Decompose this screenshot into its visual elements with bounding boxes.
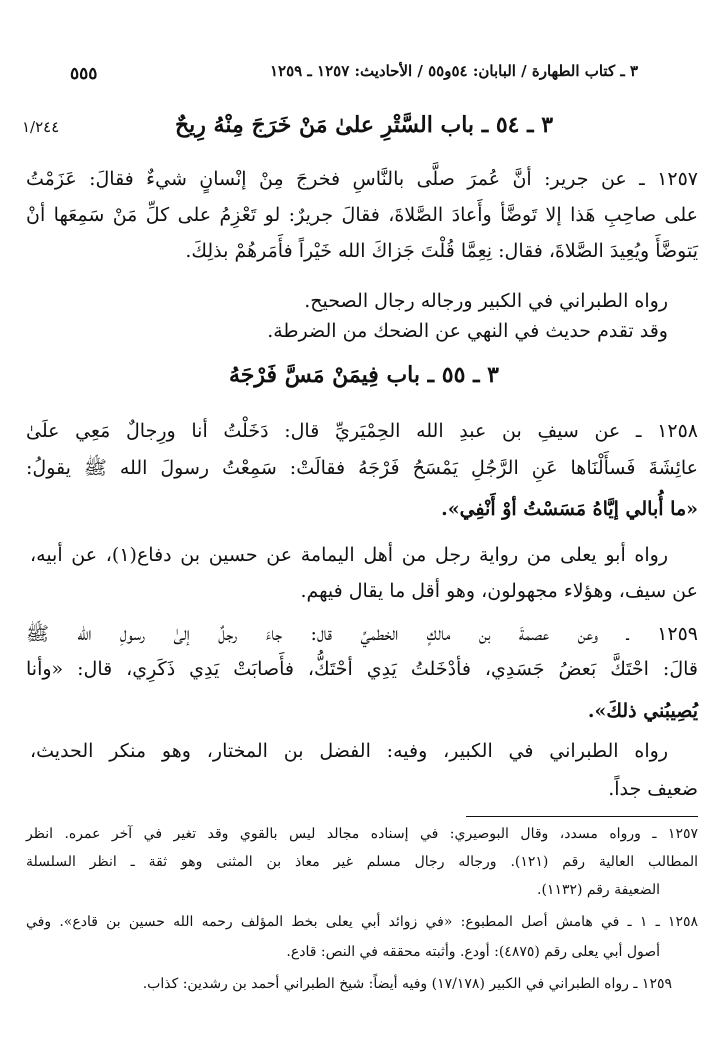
- hadith-1257-line-2: على صاحِبِ هَذا إلا تَوضَّأ وأَعادَ الصَّلاةَ، فقالَ جريرٌ: لو تَعْزِمُ على كلِّ مَنْ سَمِعَها أنْ: [26, 204, 698, 226]
- footnote-1257-line-1: ١٢٥٧ ـ ورواه مسدد، وقال البوصيري: في إسناده مجالد ليس بالقوي وقد تغير في آخر عمره. انظر: [26, 826, 698, 842]
- hadith-1259-line-3: يُصِيبُني ذلكَ».: [587, 700, 698, 722]
- hadith-1257-line-1: ١٢٥٧ ـ عن جرير: أنَّ عُمرَ صلَّى بالنَّاسِ فخرجَ مِنْ إنْسانٍ شيءٌ فقالَ: عَزَمْتُ: [26, 168, 698, 190]
- hadith-1258-line-1: ١٢٥٨ ـ عن سيفِ بن عبدِ الله الحِمْيَريِّ قال: دَخَلْتُ أنا ورِجالٌ مَعِي علَىٰ: [26, 420, 698, 442]
- hadith-1259-line-1: ١٢٥٩ ـ وعن عصمةَ بن مالكٍ الخطميِّ قال: جاءَ رجلٌ إلىٰ رسولِ الله ﷺ: [26, 623, 698, 645]
- footnote-1258-line-1: ١٢٥٨ ـ ١ ـ في هامش أصل المطبوع: «في زوائد أبي يعلى بخط المؤلف رحمه الله حسين بن قادع». وفي: [26, 914, 698, 930]
- narration-1259-line-2: ضعيف جداً.: [608, 778, 698, 800]
- volume-reference: ١/٢٤٤: [22, 118, 60, 136]
- chapter-heading-54: ٣ ـ ٥٤ ـ باب السَّتْرِ علىٰ مَنْ خَرَجَ مِنْهُ رِيحٌ: [174, 112, 554, 138]
- narration-1259-line-1: رواه الطبراني في الكبير، وفيه: الفضل بن المختار، وهو منكر الحديث،: [30, 740, 668, 762]
- hadith-1259-line-2: قالَ: احْتَكَّ بَعضُ جَسَدِي، فأدْخَلتُ يَدِي أحْتَكُّ، فأَصابَتْ يَدِي ذَكَرِي، قال: «وأنا: [26, 658, 698, 680]
- hadith-1257-line-3: يَتوضَّأَ ويُعِيدَ الصَّلاةَ، فقال: نِعِمَّا قُلْتَ جَزاكَ الله خَيْراً فأَمَرهُمْ بذلِكَ.: [185, 240, 698, 262]
- page-number: ٥٥٥: [70, 64, 98, 84]
- hadith-1258-line-2: عائِشَةَ فَسأَلْنَاها عَنِ الرَّجُلِ يَمْسَحُ فَرْجَهُ فقالَتْ: سَمِعْتُ رسولَ الله ﷺ يقولُ:: [26, 457, 698, 479]
- footnote-1258-line-2: أصول أبي يعلى رقم (٤٨٧٥): أودع. وأثبته محققه في النص: قادع.: [286, 944, 660, 960]
- narration-1257-line-1: رواه الطبراني في الكبير ورجاله رجال الصحيح.: [304, 290, 668, 312]
- narration-1257-line-2: وقد تقدم حديث في النهي عن الضحك من الضرطة.: [267, 320, 668, 342]
- chapter-heading-55: ٣ ـ ٥٥ ـ باب فِيمَنْ مَسَّ فَرْجَهُ: [228, 362, 499, 388]
- narration-1258-line-1: رواه أبو يعلى من رواية رجل من أهل اليمامة عن حسين بن دفاع(١)، عن أبيه،: [30, 544, 668, 566]
- footnote-1259-line-1: ١٢٥٩ ـ رواه الطبراني في الكبير (١٧/١٧٨) وفيه أيضاً: شيخ الطبراني أحمد بن رشدين: كذاب.: [142, 976, 672, 992]
- running-header: ٣ ـ كتاب الطهارة / البابان: ٥٤و٥٥ / الأحاديث: ١٢٥٧ ـ ١٢٥٩: [269, 62, 638, 80]
- footnote-1257-line-2: المطالب العالية رقم (١٢١). ورجاله رجال مسلم غير معاذ بن المثنى وهو ثقة ـ انظر السلسلة: [26, 854, 698, 870]
- footnote-divider: [466, 816, 698, 817]
- footnote-1257-line-3: الضعيفة رقم (١١٣٢).: [537, 882, 660, 898]
- hadith-1258-line-3: «ما أُبالي إيَّاهُ مَسَسْتُ أوْ أَنْفِي».: [441, 498, 698, 520]
- narration-1258-line-2: عن سيف، وهؤلاء مجهولون، وهو أقل ما يقال فيهم.: [300, 580, 698, 602]
